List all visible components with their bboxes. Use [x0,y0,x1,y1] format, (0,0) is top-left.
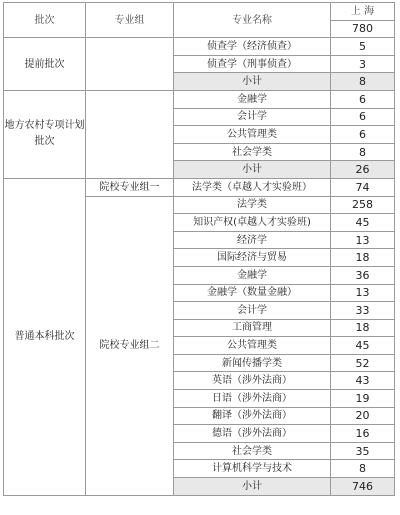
batch-rural: 地方农村专项计划批次 [4,90,86,178]
major-name: 法学类 [174,196,331,214]
subtotal-value: 746 [331,478,395,496]
batch-general: 普通本科批次 [4,178,86,495]
major-value: 13 [331,284,395,302]
major-value: 13 [331,231,395,249]
major-value: 74 [331,178,395,196]
major-name: 知识产权(卓越人才实验班) [174,214,331,232]
major-value: 43 [331,372,395,390]
major-value: 45 [331,337,395,355]
major-value: 36 [331,266,395,284]
major-name: 会计学 [174,108,331,126]
subtotal-label: 小计 [174,73,331,91]
major-value: 6 [331,108,395,126]
major-value: 19 [331,390,395,408]
plan-grid [3,2,395,496]
major-value: 258 [331,196,395,214]
major-name: 英语（涉外法商） [174,372,331,390]
group-two: 院校专业组二 [86,196,174,495]
subtotal-value: 8 [331,73,395,91]
major-name: 公共管理类 [174,337,331,355]
group-early-blank [86,38,174,91]
subtotal-label: 小计 [174,478,331,496]
major-name: 工商管理 [174,319,331,337]
subtotal-label: 小计 [174,161,331,179]
header-major: 专业名称 [174,3,331,38]
header-batch: 批次 [4,3,86,38]
major-value: 18 [331,249,395,267]
major-name: 金融学 [174,90,331,108]
major-name: 公共管理类 [174,126,331,144]
major-name: 侦查学（经济侦查） [174,38,331,56]
subtotal-value: 26 [331,161,395,179]
major-value: 8 [331,460,395,478]
major-name: 经济学 [174,231,331,249]
major-value: 33 [331,302,395,320]
major-value: 16 [331,425,395,443]
major-name: 会计学 [174,302,331,320]
major-value: 6 [331,90,395,108]
major-name: 国际经济与贸易 [174,249,331,267]
major-name: 计算机科学与技术 [174,460,331,478]
major-name: 社会学类 [174,143,331,161]
major-name: 社会学类 [174,442,331,460]
major-name: 德语（涉外法商） [174,425,331,443]
header-group: 专业组 [86,3,174,38]
major-value: 45 [331,214,395,232]
major-name: 翻译（涉外法商） [174,407,331,425]
major-name: 侦查学（刑事侦查） [174,55,331,73]
major-name: 金融学（数量金融） [174,284,331,302]
header-region-total: 780 [331,20,395,38]
group-rural-blank [86,90,174,178]
major-name: 法学类（卓越人才实验班） [174,178,331,196]
major-name: 金融学 [174,266,331,284]
major-value: 6 [331,126,395,144]
major-value: 35 [331,442,395,460]
major-value: 52 [331,354,395,372]
major-value: 3 [331,55,395,73]
major-value: 8 [331,143,395,161]
batch-early: 提前批次 [4,38,86,91]
header-region: 上 海 [331,3,395,21]
group-one: 院校专业组一 [86,178,174,196]
major-value: 18 [331,319,395,337]
major-name: 新闻传播学类 [174,354,331,372]
major-value: 20 [331,407,395,425]
major-value: 5 [331,38,395,56]
major-name: 日语（涉外法商） [174,390,331,408]
